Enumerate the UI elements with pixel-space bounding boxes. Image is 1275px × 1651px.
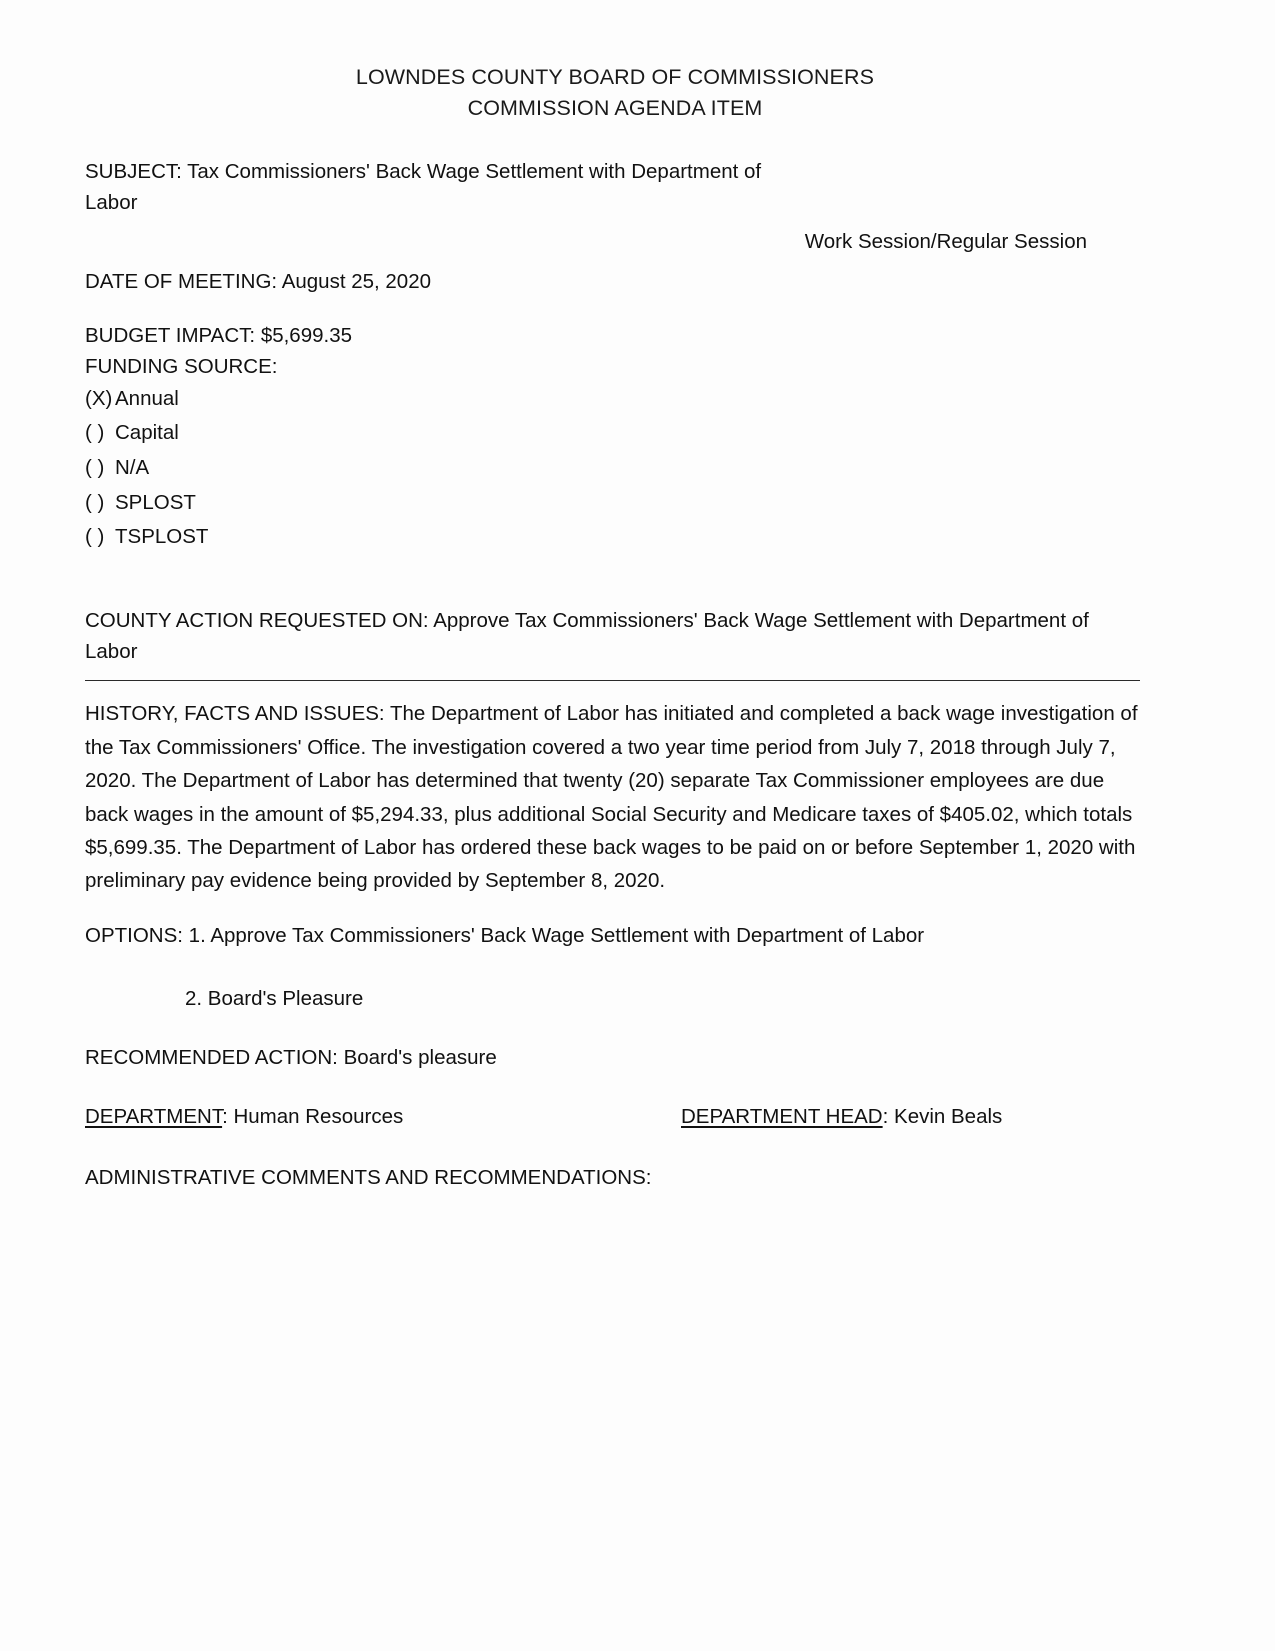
subject-value-continuation: Labor (85, 191, 138, 215)
options-field (85, 920, 1145, 952)
funding-option-label: Annual (115, 386, 179, 410)
spacer (85, 1073, 1145, 1102)
funding-source-label: FUNDING SOURCE: (85, 354, 278, 378)
department-head-field (681, 1102, 1145, 1133)
county-action-value-continuation: Labor (85, 640, 138, 664)
date-of-meeting-label: DATE OF MEETING: (85, 270, 278, 294)
department-head-label: DEPARTMENT HEAD (681, 1105, 883, 1129)
funding-option-label: N/A (115, 456, 150, 480)
spacer (85, 1014, 1145, 1042)
spacer (85, 298, 1145, 320)
spacer (85, 254, 1145, 266)
session-type: Work Session/Regular Session (804, 230, 1087, 254)
administrative-comments-label: ADMINISTRATIVE COMMENTS AND RECOMMENDATIONS: (85, 1166, 652, 1190)
spacer (85, 218, 1145, 230)
options-label: OPTIONS: (85, 923, 183, 947)
funding-source-options (85, 382, 1145, 555)
spacer (85, 898, 1145, 920)
spacer (85, 1133, 1145, 1163)
department-row (85, 1102, 1145, 1133)
section-divider (85, 680, 1140, 681)
funding-option-splost[interactable] (85, 486, 1145, 521)
funding-option-checkbox[interactable]: ( ) (85, 456, 105, 480)
funding-option-label: SPLOST (115, 490, 196, 514)
subject-value: Tax Commissioners' Back Wage Settlement with Department of (187, 160, 762, 184)
funding-option-annual[interactable] (85, 382, 1145, 417)
budget-impact-value: $5,699.35 (260, 323, 353, 347)
funding-option-checkbox[interactable]: (X) (85, 386, 113, 410)
funding-option-label: Capital (115, 421, 179, 445)
funding-option-checkbox[interactable]: ( ) (85, 525, 105, 549)
date-of-meeting-value: August 25, 2020 (281, 270, 432, 294)
funding-option-na[interactable] (85, 451, 1145, 486)
history-text: The Department of Labor has initiated and completed a back wage investigation of the Tax Commissioners' Office. The investigation covered a two year time period from July 7, 2018 through July 7, 2020. The Department of Labor has determined that twenty (20) separate Tax Commissioner employees are due back wages in the amount of $5,294.33, plus additional Social Security and Medicare taxes of $405.02, which totals $5,699.35. The Department of Labor has ordered these back wages to be paid on or before September 1, 2020 with preliminary pay evidence being provided by September 8, 2020. (85, 702, 1138, 893)
options-item-1: 1. Approve Tax Commissioners' Back Wage Settlement with Department of Labor (188, 923, 925, 947)
funding-option-label: TSPLOST (115, 525, 209, 549)
subject-field (85, 156, 1145, 187)
subject-label: SUBJECT: (85, 160, 182, 184)
department-field (85, 1102, 681, 1133)
spacer (85, 555, 1145, 605)
header-title-line-1: LOWNDES COUNTY BOARD OF COMMISSIONERS (355, 65, 875, 89)
county-action-label: COUNTY ACTION REQUESTED ON: (85, 609, 429, 633)
funding-option-checkbox[interactable]: ( ) (85, 490, 105, 514)
funding-option-checkbox[interactable]: ( ) (85, 421, 105, 445)
recommended-action-field (85, 1042, 1145, 1073)
recommended-action-label: RECOMMENDED ACTION: (85, 1046, 338, 1070)
funding-option-capital[interactable] (85, 416, 1145, 451)
budget-impact-field (85, 320, 1145, 351)
funding-option-tsplost[interactable] (85, 520, 1145, 555)
history-label: HISTORY, FACTS AND ISSUES: (85, 702, 385, 726)
spacer (85, 123, 1145, 156)
budget-impact-label: BUDGET IMPACT: (85, 323, 256, 347)
department-head-value: : Kevin Beals (882, 1105, 1003, 1129)
document-body (85, 0, 1145, 1194)
document-header (85, 0, 1145, 123)
options-item-2: 2. Board's Pleasure (185, 986, 364, 1010)
county-action-field (85, 605, 1130, 636)
date-of-meeting-field (85, 266, 1145, 297)
spacer (85, 952, 1145, 983)
recommended-action-value: Board's pleasure (343, 1046, 497, 1070)
department-value: : Human Resources (222, 1105, 404, 1129)
history-facts-issues-section (85, 697, 1143, 897)
county-action-value: Approve Tax Commissioners' Back Wage Settlement with Department of (433, 609, 1089, 633)
header-title-line-2: COMMISSION AGENDA ITEM (467, 95, 763, 120)
department-label: DEPARTMENT (85, 1105, 223, 1129)
